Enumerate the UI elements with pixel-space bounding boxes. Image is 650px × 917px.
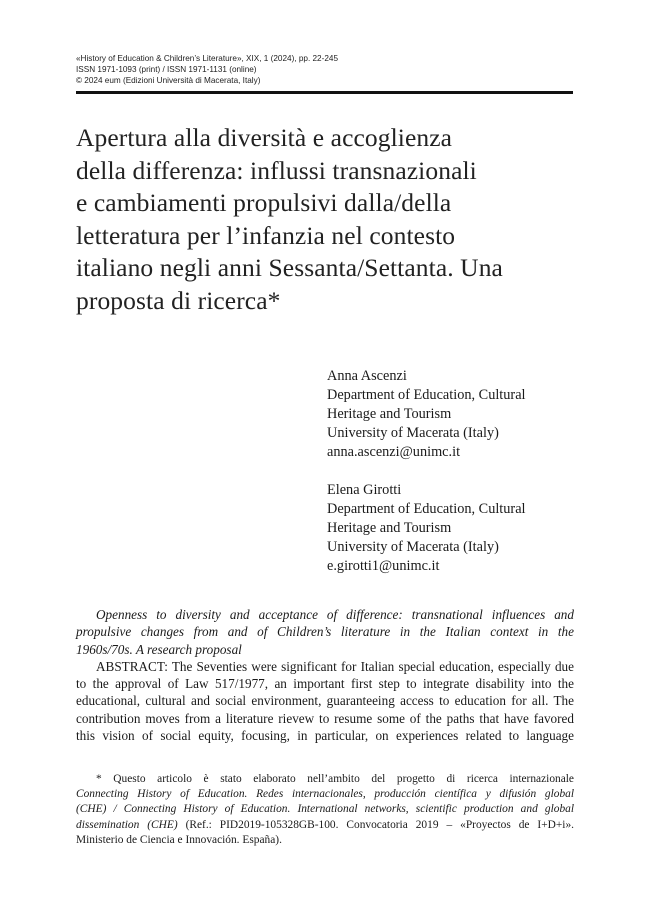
english-title-line: propulsive changes from and of Children’s literature in the Italian context in the — [76, 624, 574, 640]
footnote-line — [76, 818, 574, 833]
english-title-line: 1960s/70s. A research proposal — [76, 641, 242, 657]
author-university: University of Macerata (Italy) — [327, 425, 499, 441]
abstract-line: contribution moves from a literature rievew to resume some of the paths that have favored — [76, 710, 574, 726]
footnote — [76, 772, 574, 848]
title-line: e cambiamenti propulsivi dalla/della — [76, 188, 452, 217]
title-line: proposta di ricerca* — [76, 285, 281, 315]
footnote-line: (CHE) / Connecting History of Education. International networks, scientific production and global — [76, 803, 574, 816]
title-line: letteratura per l’infanzia nel contesto — [76, 220, 456, 250]
author-university: University of Macerata (Italy) — [327, 539, 499, 555]
project-acronym: dissemination (CHE) — [76, 818, 178, 831]
title-line: italiano negli anni Sessanta/Settanta. Una — [76, 253, 503, 282]
journal-header — [76, 53, 576, 86]
author-department: Heritage and Tourism — [327, 520, 452, 536]
abstract-line: to the approval of Law 517/1977, an important first step to integrate disability into the — [76, 676, 574, 692]
author-girotti — [327, 481, 577, 576]
english-title — [76, 606, 574, 658]
english-title-line: Openness to diversity and acceptance of difference: transnational influences and — [96, 607, 574, 622]
author-email[interactable]: anna.ascenzi@unimc.it — [327, 444, 461, 460]
author-ascenzi — [327, 367, 577, 462]
footnote-line: Ministerio de Ciencia e Innovación. España). — [76, 833, 282, 846]
author-email[interactable]: e.girotti1@unimc.it — [327, 558, 440, 574]
author-block — [327, 367, 577, 595]
title-line: della differenza: influssi transnazionali — [76, 155, 477, 185]
abstract-line: educational, cultural and social environment, guaranteeing access to education for all. The — [76, 693, 574, 709]
copyright-line: © 2024 eum (Edizioni Università di Macerata, Italy) — [76, 76, 261, 85]
journal-citation: «History of Education & Children’s Literature», XIX, 1 (2024), pp. 22-245 — [76, 54, 338, 63]
author-name: Anna Ascenzi — [327, 368, 407, 384]
author-department: Department of Education, Cultural — [327, 501, 526, 517]
author-name: Elena Girotti — [327, 482, 402, 498]
author-department: Heritage and Tourism — [327, 406, 452, 422]
abstract-line: ABSTRACT: The Seventies were significant for Italian special education, especially due — [96, 658, 574, 674]
author-department: Department of Education, Cultural — [327, 387, 526, 403]
footnote-line: Connecting History of Education. Redes internacionales, producción científica y difusión global — [76, 788, 574, 801]
article-title — [76, 122, 576, 317]
abstract-line: this vision of social equity, focusing, in particular, on experiences related to language — [76, 728, 574, 744]
footnote-line: * Questo articolo è stato elaborato nell’ambito del progetto di ricerca internazionale — [96, 773, 574, 785]
issn-line: ISSN 1971-1093 (print) / ISSN 1971-1131 (online) — [76, 65, 257, 74]
header-rule — [76, 91, 573, 94]
title-line: Apertura alla diversità e accoglienza — [76, 123, 453, 152]
abstract-section — [76, 606, 574, 744]
abstract-text — [76, 658, 574, 744]
reference-text: (Ref.: PID2019-105328GB-100. Convocatoria 2019 – «Proyectos de I+D+i». — [177, 818, 575, 831]
